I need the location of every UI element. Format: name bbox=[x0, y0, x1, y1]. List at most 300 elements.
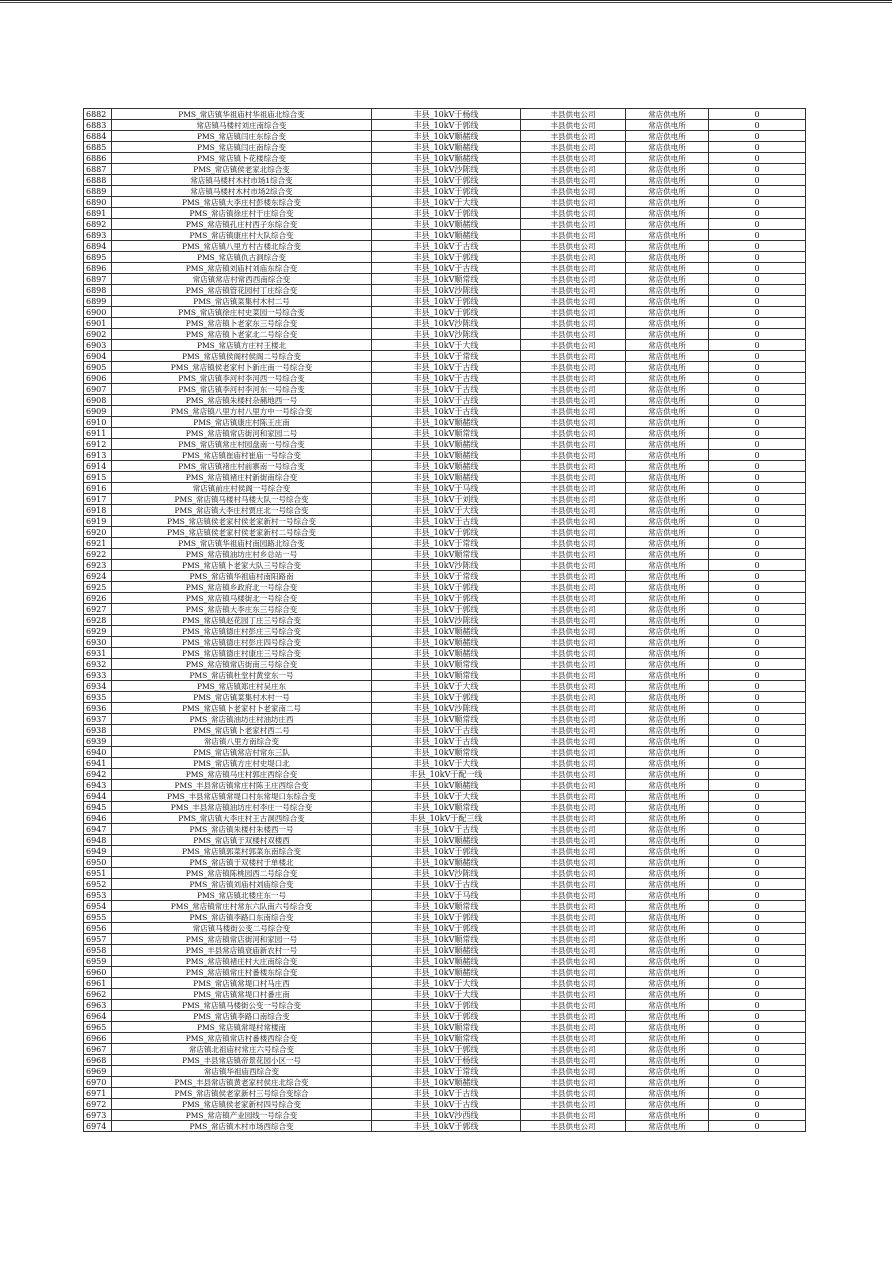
station-name-cell: PMS_常店镇德庄村彭庄三号综合变 bbox=[112, 626, 372, 637]
company-name-cell: 丰县供电公司 bbox=[521, 714, 626, 725]
table-row bbox=[84, 923, 806, 934]
feeder-line-cell: 丰县_10kV于大线 bbox=[372, 978, 521, 989]
count-value-cell: 0 bbox=[709, 681, 806, 692]
row-number-cell: 6933 bbox=[84, 670, 112, 681]
company-name-cell: 丰县供电公司 bbox=[521, 417, 626, 428]
table-row bbox=[84, 725, 806, 736]
office-name-cell: 常店供电所 bbox=[626, 296, 709, 307]
company-name-cell: 丰县供电公司 bbox=[521, 549, 626, 560]
count-value-cell: 0 bbox=[709, 461, 806, 472]
office-name-cell: 常店供电所 bbox=[626, 461, 709, 472]
company-name-cell: 丰县供电公司 bbox=[521, 472, 626, 483]
table-row bbox=[84, 1044, 806, 1055]
company-name-cell: 丰县供电公司 bbox=[521, 791, 626, 802]
table-row bbox=[84, 516, 806, 527]
office-name-cell: 常店供电所 bbox=[626, 1110, 709, 1121]
count-value-cell: 0 bbox=[709, 868, 806, 879]
feeder-line-cell: 丰县_10kV于郭线 bbox=[372, 582, 521, 593]
station-name-cell: PMS_常店镇侯老家北综合变 bbox=[112, 164, 372, 175]
table-row bbox=[84, 439, 806, 450]
feeder-line-cell: 丰县_10kV于郭线 bbox=[372, 1044, 521, 1055]
office-name-cell: 常店供电所 bbox=[626, 681, 709, 692]
company-name-cell: 丰县供电公司 bbox=[521, 230, 626, 241]
count-value-cell: 0 bbox=[709, 637, 806, 648]
table-row bbox=[84, 164, 806, 175]
row-number-cell: 6959 bbox=[84, 956, 112, 967]
count-value-cell: 0 bbox=[709, 197, 806, 208]
office-name-cell: 常店供电所 bbox=[626, 109, 709, 120]
feeder-line-cell: 丰县_10kV于郭线 bbox=[372, 923, 521, 934]
table-row bbox=[84, 1077, 806, 1088]
row-number-cell: 6964 bbox=[84, 1011, 112, 1022]
table-row bbox=[84, 1022, 806, 1033]
table-row bbox=[84, 967, 806, 978]
count-value-cell: 0 bbox=[709, 549, 806, 560]
table-row bbox=[84, 989, 806, 1000]
office-name-cell: 常店供电所 bbox=[626, 483, 709, 494]
count-value-cell: 0 bbox=[709, 593, 806, 604]
station-name-cell: PMS_丰县常店镇衰庙新农村一号 bbox=[112, 945, 372, 956]
station-name-cell: PMS_常店镇常庄村园盘南一号综合变 bbox=[112, 439, 372, 450]
office-name-cell: 常店供电所 bbox=[626, 505, 709, 516]
station-name-cell: 常店镇华祖庙西综合变 bbox=[112, 1066, 372, 1077]
feeder-line-cell: 丰县_10kV顺常线 bbox=[372, 1033, 521, 1044]
table-row bbox=[84, 703, 806, 714]
feeder-line-cell: 丰县_10kV于古线 bbox=[372, 879, 521, 890]
company-name-cell: 丰县供电公司 bbox=[521, 923, 626, 934]
company-name-cell: 丰县供电公司 bbox=[521, 593, 626, 604]
row-number-cell: 6898 bbox=[84, 285, 112, 296]
table-body bbox=[84, 109, 806, 1132]
station-name-cell: PMS_常店镇马楼街北一号综合变 bbox=[112, 593, 372, 604]
station-name-cell: PMS_常店镇卜老家村西二号 bbox=[112, 725, 372, 736]
row-number-cell: 6921 bbox=[84, 538, 112, 549]
company-name-cell: 丰县供电公司 bbox=[521, 406, 626, 417]
table-row bbox=[84, 549, 806, 560]
office-name-cell: 常店供电所 bbox=[626, 516, 709, 527]
table-row bbox=[84, 637, 806, 648]
office-name-cell: 常店供电所 bbox=[626, 626, 709, 637]
office-name-cell: 常店供电所 bbox=[626, 340, 709, 351]
feeder-line-cell: 丰县_10kV于常线 bbox=[372, 351, 521, 362]
office-name-cell: 常店供电所 bbox=[626, 1088, 709, 1099]
office-name-cell: 常店供电所 bbox=[626, 362, 709, 373]
count-value-cell: 0 bbox=[709, 494, 806, 505]
feeder-line-cell: 丰县_10kV于古线 bbox=[372, 725, 521, 736]
row-number-cell: 6914 bbox=[84, 461, 112, 472]
feeder-line-cell: 丰县_10kV顺赭线 bbox=[372, 472, 521, 483]
office-name-cell: 常店供电所 bbox=[626, 571, 709, 582]
count-value-cell: 0 bbox=[709, 1088, 806, 1099]
row-number-cell: 6961 bbox=[84, 978, 112, 989]
table-row bbox=[84, 120, 806, 131]
office-name-cell: 常店供电所 bbox=[626, 637, 709, 648]
company-name-cell: 丰县供电公司 bbox=[521, 461, 626, 472]
count-value-cell: 0 bbox=[709, 109, 806, 120]
office-name-cell: 常店供电所 bbox=[626, 263, 709, 274]
count-value-cell: 0 bbox=[709, 791, 806, 802]
feeder-line-cell: 丰县_10kV于古线 bbox=[372, 736, 521, 747]
company-name-cell: 丰县供电公司 bbox=[521, 131, 626, 142]
row-number-cell: 6962 bbox=[84, 989, 112, 1000]
station-name-cell: PMS_常店镇闫庄南综合变 bbox=[112, 142, 372, 153]
station-name-cell: PMS_常店镇菜集村木村一号 bbox=[112, 692, 372, 703]
count-value-cell: 0 bbox=[709, 450, 806, 461]
company-name-cell: 丰县供电公司 bbox=[521, 263, 626, 274]
row-number-cell: 6904 bbox=[84, 351, 112, 362]
table-row bbox=[84, 582, 806, 593]
table-row bbox=[84, 285, 806, 296]
row-number-cell: 6920 bbox=[84, 527, 112, 538]
company-name-cell: 丰县供电公司 bbox=[521, 538, 626, 549]
feeder-line-cell: 丰县_10kV于郭线 bbox=[372, 527, 521, 538]
station-name-cell: PMS_常店镇侯老家村卜新庄南一号综合变 bbox=[112, 362, 372, 373]
company-name-cell: 丰县供电公司 bbox=[521, 1088, 626, 1099]
feeder-line-cell: 丰县_10kV于郭线 bbox=[372, 692, 521, 703]
company-name-cell: 丰县供电公司 bbox=[521, 340, 626, 351]
count-value-cell: 0 bbox=[709, 780, 806, 791]
company-name-cell: 丰县供电公司 bbox=[521, 626, 626, 637]
office-name-cell: 常店供电所 bbox=[626, 714, 709, 725]
company-name-cell: 丰县供电公司 bbox=[521, 175, 626, 186]
company-name-cell: 丰县供电公司 bbox=[521, 241, 626, 252]
feeder-line-cell: 丰县_10kV沙陈线 bbox=[372, 329, 521, 340]
row-number-cell: 6936 bbox=[84, 703, 112, 714]
feeder-line-cell: 丰县_10kV顺赭线 bbox=[372, 219, 521, 230]
count-value-cell: 0 bbox=[709, 263, 806, 274]
company-name-cell: 丰县供电公司 bbox=[521, 153, 626, 164]
station-name-cell: PMS_常店镇马庄村郭庄西综合变 bbox=[112, 769, 372, 780]
company-name-cell: 丰县供电公司 bbox=[521, 780, 626, 791]
company-name-cell: 丰县供电公司 bbox=[521, 879, 626, 890]
feeder-line-cell: 丰县_10kV于马线 bbox=[372, 483, 521, 494]
office-name-cell: 常店供电所 bbox=[626, 1044, 709, 1055]
feeder-line-cell: 丰县_10kV于常线 bbox=[372, 1066, 521, 1077]
office-name-cell: 常店供电所 bbox=[626, 1011, 709, 1022]
feeder-line-cell: 丰县_10kV于常线 bbox=[372, 571, 521, 582]
feeder-line-cell: 丰县_10kV于大线 bbox=[372, 681, 521, 692]
feeder-line-cell: 丰县_10kV顺赭线 bbox=[372, 637, 521, 648]
office-name-cell: 常店供电所 bbox=[626, 472, 709, 483]
row-number-cell: 6954 bbox=[84, 901, 112, 912]
count-value-cell: 0 bbox=[709, 560, 806, 571]
table-row bbox=[84, 681, 806, 692]
row-number-cell: 6956 bbox=[84, 923, 112, 934]
station-name-cell: PMS_常店镇康庄村大队综合变 bbox=[112, 230, 372, 241]
feeder-line-cell: 丰县_10kV顺常线 bbox=[372, 747, 521, 758]
transformer-table bbox=[83, 108, 806, 1132]
row-number-cell: 6906 bbox=[84, 373, 112, 384]
row-number-cell: 6896 bbox=[84, 263, 112, 274]
company-name-cell: 丰县供电公司 bbox=[521, 208, 626, 219]
company-name-cell: 丰县供电公司 bbox=[521, 373, 626, 384]
count-value-cell: 0 bbox=[709, 439, 806, 450]
count-value-cell: 0 bbox=[709, 835, 806, 846]
office-name-cell: 常店供电所 bbox=[626, 274, 709, 285]
company-name-cell: 丰县供电公司 bbox=[521, 659, 626, 670]
station-name-cell: PMS_常店镇木村市场西综合变 bbox=[112, 1121, 372, 1132]
company-name-cell: 丰县供电公司 bbox=[521, 901, 626, 912]
office-name-cell: 常店供电所 bbox=[626, 615, 709, 626]
count-value-cell: 0 bbox=[709, 890, 806, 901]
company-name-cell: 丰县供电公司 bbox=[521, 351, 626, 362]
office-name-cell: 常店供电所 bbox=[626, 868, 709, 879]
office-name-cell: 常店供电所 bbox=[626, 1000, 709, 1011]
row-number-cell: 6949 bbox=[84, 846, 112, 857]
row-number-cell: 6925 bbox=[84, 582, 112, 593]
count-value-cell: 0 bbox=[709, 1022, 806, 1033]
table-row bbox=[84, 296, 806, 307]
row-number-cell: 6951 bbox=[84, 868, 112, 879]
table-row bbox=[84, 307, 806, 318]
row-number-cell: 6966 bbox=[84, 1033, 112, 1044]
company-name-cell: 丰县供电公司 bbox=[521, 1121, 626, 1132]
station-name-cell: PMS_常店镇大李庄东三号综合变 bbox=[112, 604, 372, 615]
company-name-cell: 丰县供电公司 bbox=[521, 395, 626, 406]
row-number-cell: 6922 bbox=[84, 549, 112, 560]
row-number-cell: 6940 bbox=[84, 747, 112, 758]
feeder-line-cell: 丰县_10kV于大线 bbox=[372, 197, 521, 208]
table-row bbox=[84, 560, 806, 571]
feeder-line-cell: 丰县_10kV顺赭线 bbox=[372, 780, 521, 791]
feeder-line-cell: 丰县_10kV于郭线 bbox=[372, 296, 521, 307]
station-name-cell: PMS_常店镇八里方村古楼北综合变 bbox=[112, 241, 372, 252]
office-name-cell: 常店供电所 bbox=[626, 549, 709, 560]
count-value-cell: 0 bbox=[709, 901, 806, 912]
feeder-line-cell: 丰县_10kV于郭线 bbox=[372, 175, 521, 186]
company-name-cell: 丰县供电公司 bbox=[521, 428, 626, 439]
station-name-cell: PMS_常店镇华祖庙村南阳路南 bbox=[112, 571, 372, 582]
count-value-cell: 0 bbox=[709, 648, 806, 659]
station-name-cell: PMS_常店镇徐庄村于庄综合变 bbox=[112, 208, 372, 219]
company-name-cell: 丰县供电公司 bbox=[521, 120, 626, 131]
table-row bbox=[84, 736, 806, 747]
company-name-cell: 丰县供电公司 bbox=[521, 703, 626, 714]
count-value-cell: 0 bbox=[709, 186, 806, 197]
count-value-cell: 0 bbox=[709, 406, 806, 417]
station-name-cell: PMS_常店镇郑庄村吴庄东 bbox=[112, 681, 372, 692]
office-name-cell: 常店供电所 bbox=[626, 1066, 709, 1077]
row-number-cell: 6905 bbox=[84, 362, 112, 373]
station-name-cell: PMS_常店镇油坊庄村油坊庄西 bbox=[112, 714, 372, 725]
count-value-cell: 0 bbox=[709, 153, 806, 164]
table-row bbox=[84, 1000, 806, 1011]
office-name-cell: 常店供电所 bbox=[626, 208, 709, 219]
company-name-cell: 丰县供电公司 bbox=[521, 1110, 626, 1121]
row-number-cell: 6902 bbox=[84, 329, 112, 340]
feeder-line-cell: 丰县_10kV于大线 bbox=[372, 989, 521, 1000]
table-row bbox=[84, 747, 806, 758]
station-name-cell: PMS_常店镇刘庙村刘庙东综合变 bbox=[112, 263, 372, 274]
feeder-line-cell: 丰县_10kV顺赭线 bbox=[372, 417, 521, 428]
feeder-line-cell: 丰县_10kV顺常线 bbox=[372, 670, 521, 681]
count-value-cell: 0 bbox=[709, 769, 806, 780]
count-value-cell: 0 bbox=[709, 472, 806, 483]
count-value-cell: 0 bbox=[709, 362, 806, 373]
feeder-line-cell: 丰县_10kV沙西线 bbox=[372, 1110, 521, 1121]
office-name-cell: 常店供电所 bbox=[626, 857, 709, 868]
station-name-cell: PMS_常店镇常庄村番楼东综合变 bbox=[112, 967, 372, 978]
table-row bbox=[84, 472, 806, 483]
feeder-line-cell: 丰县_10kV于郭线 bbox=[372, 186, 521, 197]
table-row bbox=[84, 846, 806, 857]
feeder-line-cell: 丰县_10kV顺赭线 bbox=[372, 626, 521, 637]
office-name-cell: 常店供电所 bbox=[626, 1077, 709, 1088]
table-row bbox=[84, 538, 806, 549]
station-name-cell: PMS_常店镇常堤村常楼南 bbox=[112, 1022, 372, 1033]
row-number-cell: 6931 bbox=[84, 648, 112, 659]
station-name-cell: PMS_常店镇卜老家大队三号综合变 bbox=[112, 560, 372, 571]
count-value-cell: 0 bbox=[709, 571, 806, 582]
count-value-cell: 0 bbox=[709, 1000, 806, 1011]
table-row bbox=[84, 252, 806, 263]
row-number-cell: 6915 bbox=[84, 472, 112, 483]
office-name-cell: 常店供电所 bbox=[626, 318, 709, 329]
count-value-cell: 0 bbox=[709, 131, 806, 142]
company-name-cell: 丰县供电公司 bbox=[521, 989, 626, 1000]
office-name-cell: 常店供电所 bbox=[626, 450, 709, 461]
row-number-cell: 6952 bbox=[84, 879, 112, 890]
table-row bbox=[84, 109, 806, 120]
station-name-cell: PMS_常店镇崔庙村崔庙一号综合变 bbox=[112, 450, 372, 461]
row-number-cell: 6890 bbox=[84, 197, 112, 208]
row-number-cell: 6971 bbox=[84, 1088, 112, 1099]
feeder-line-cell: 丰县_10kV顺赭线 bbox=[372, 439, 521, 450]
company-name-cell: 丰县供电公司 bbox=[521, 505, 626, 516]
office-name-cell: 常店供电所 bbox=[626, 186, 709, 197]
station-name-cell: PMS_常店镇仇古洞综合变 bbox=[112, 252, 372, 263]
company-name-cell: 丰县供电公司 bbox=[521, 1022, 626, 1033]
row-number-cell: 6919 bbox=[84, 516, 112, 527]
count-value-cell: 0 bbox=[709, 725, 806, 736]
station-name-cell: PMS_常店镇朱楼村杂赭地西一号 bbox=[112, 395, 372, 406]
table-row bbox=[84, 362, 806, 373]
company-name-cell: 丰县供电公司 bbox=[521, 186, 626, 197]
feeder-line-cell: 丰县_10kV于大线 bbox=[372, 340, 521, 351]
company-name-cell: 丰县供电公司 bbox=[521, 890, 626, 901]
office-name-cell: 常店供电所 bbox=[626, 747, 709, 758]
feeder-line-cell: 丰县_10kV顺常线 bbox=[372, 901, 521, 912]
station-name-cell: PMS_丰县常店镇常堤口村东常堤口东综合变 bbox=[112, 791, 372, 802]
count-value-cell: 0 bbox=[709, 824, 806, 835]
office-name-cell: 常店供电所 bbox=[626, 1055, 709, 1066]
station-name-cell: PMS_常店镇于双楼村双楼西 bbox=[112, 835, 372, 846]
table-row bbox=[84, 956, 806, 967]
row-number-cell: 6946 bbox=[84, 813, 112, 824]
office-name-cell: 常店供电所 bbox=[626, 142, 709, 153]
office-name-cell: 常店供电所 bbox=[626, 1099, 709, 1110]
office-name-cell: 常店供电所 bbox=[626, 769, 709, 780]
table-row bbox=[84, 659, 806, 670]
company-name-cell: 丰县供电公司 bbox=[521, 824, 626, 835]
feeder-line-cell: 丰县_10kV沙陈线 bbox=[372, 560, 521, 571]
count-value-cell: 0 bbox=[709, 989, 806, 1000]
count-value-cell: 0 bbox=[709, 1099, 806, 1110]
row-number-cell: 6926 bbox=[84, 593, 112, 604]
feeder-line-cell: 丰县_10kV于大线 bbox=[372, 505, 521, 516]
company-name-cell: 丰县供电公司 bbox=[521, 1066, 626, 1077]
count-value-cell: 0 bbox=[709, 120, 806, 131]
company-name-cell: 丰县供电公司 bbox=[521, 560, 626, 571]
table-row bbox=[84, 670, 806, 681]
company-name-cell: 丰县供电公司 bbox=[521, 648, 626, 659]
company-name-cell: 丰县供电公司 bbox=[521, 681, 626, 692]
row-number-cell: 6948 bbox=[84, 835, 112, 846]
station-name-cell: PMS_常店镇乡政府北一号综合变 bbox=[112, 582, 372, 593]
table-row bbox=[84, 879, 806, 890]
table-row bbox=[84, 351, 806, 362]
feeder-line-cell: 丰县_10kV顺赭线 bbox=[372, 153, 521, 164]
feeder-line-cell: 丰县_10kV沙陈线 bbox=[372, 868, 521, 879]
feeder-line-cell: 丰县_10kV于古线 bbox=[372, 384, 521, 395]
station-name-cell: 常店镇八里方南综合变 bbox=[112, 736, 372, 747]
table-row bbox=[84, 813, 806, 824]
row-number-cell: 6941 bbox=[84, 758, 112, 769]
table-row bbox=[84, 175, 806, 186]
table-row bbox=[84, 571, 806, 582]
table-row bbox=[84, 483, 806, 494]
feeder-line-cell: 丰县_10kV于郭线 bbox=[372, 120, 521, 131]
station-name-cell: PMS_常店镇侯老家新村四号综合变 bbox=[112, 1099, 372, 1110]
count-value-cell: 0 bbox=[709, 703, 806, 714]
row-number-cell: 6942 bbox=[84, 769, 112, 780]
feeder-line-cell: 丰县_10kV于郭线 bbox=[372, 208, 521, 219]
feeder-line-cell: 丰县_10kV于常线 bbox=[372, 538, 521, 549]
station-name-cell: PMS_常店镇大李庄村王古洞西综合变 bbox=[112, 813, 372, 824]
station-name-cell: PMS_常店镇褚庄村新街南综合变 bbox=[112, 472, 372, 483]
row-number-cell: 6918 bbox=[84, 505, 112, 516]
office-name-cell: 常店供电所 bbox=[626, 153, 709, 164]
table-row bbox=[84, 494, 806, 505]
station-name-cell: PMS_常店镇卜老家村卜老家南二号 bbox=[112, 703, 372, 714]
feeder-line-cell: 丰县_10kV于杨线 bbox=[372, 1055, 521, 1066]
table-row bbox=[84, 219, 806, 230]
company-name-cell: 丰县供电公司 bbox=[521, 274, 626, 285]
station-name-cell: PMS_常店镇侯老家村侯老家新村一号综合变 bbox=[112, 516, 372, 527]
office-name-cell: 常店供电所 bbox=[626, 736, 709, 747]
table-row bbox=[84, 384, 806, 395]
office-name-cell: 常店供电所 bbox=[626, 945, 709, 956]
top-rule bbox=[0, 0, 892, 1]
station-name-cell: PMS_常店镇卜老家北二号综合变 bbox=[112, 329, 372, 340]
station-name-cell: PMS_常店镇于双楼村于单楼北 bbox=[112, 857, 372, 868]
row-number-cell: 6935 bbox=[84, 692, 112, 703]
count-value-cell: 0 bbox=[709, 274, 806, 285]
row-number-cell: 6950 bbox=[84, 857, 112, 868]
station-name-cell: PMS_常店镇赵花园丁庄三号综合变 bbox=[112, 615, 372, 626]
office-name-cell: 常店供电所 bbox=[626, 703, 709, 714]
table-row bbox=[84, 780, 806, 791]
row-number-cell: 6907 bbox=[84, 384, 112, 395]
count-value-cell: 0 bbox=[709, 285, 806, 296]
table-row bbox=[84, 604, 806, 615]
feeder-line-cell: 丰县_10kV于古线 bbox=[372, 373, 521, 384]
row-number-cell: 6912 bbox=[84, 439, 112, 450]
row-number-cell: 6947 bbox=[84, 824, 112, 835]
row-number-cell: 6924 bbox=[84, 571, 112, 582]
company-name-cell: 丰县供电公司 bbox=[521, 516, 626, 527]
office-name-cell: 常店供电所 bbox=[626, 527, 709, 538]
company-name-cell: 丰县供电公司 bbox=[521, 912, 626, 923]
table-row bbox=[84, 461, 806, 472]
office-name-cell: 常店供电所 bbox=[626, 1022, 709, 1033]
feeder-line-cell: 丰县_10kV于古线 bbox=[372, 1099, 521, 1110]
count-value-cell: 0 bbox=[709, 175, 806, 186]
count-value-cell: 0 bbox=[709, 978, 806, 989]
station-name-cell: 常店镇北祖庙村常庄六号综合变 bbox=[112, 1044, 372, 1055]
feeder-line-cell: 丰县_10kV于马线 bbox=[372, 890, 521, 901]
row-number-cell: 6974 bbox=[84, 1121, 112, 1132]
